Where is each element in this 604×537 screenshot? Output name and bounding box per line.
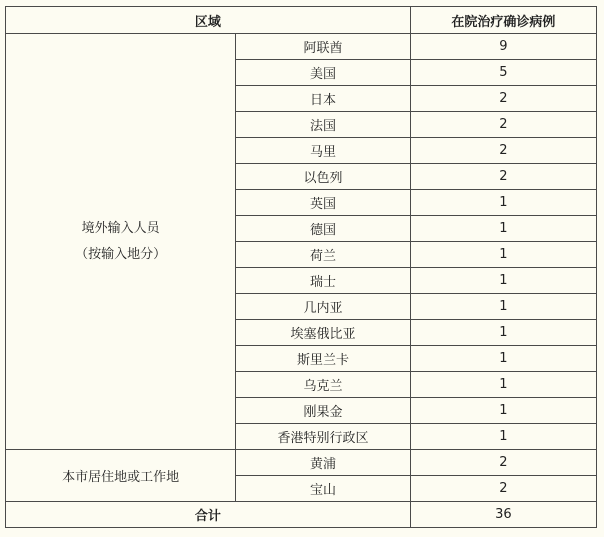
count-cell: 1: [410, 424, 596, 450]
place-cell: 埃塞俄比亚: [236, 320, 410, 346]
place-cell: 德国: [236, 216, 410, 242]
count-cell: 1: [410, 320, 596, 346]
count-cell: 9: [410, 34, 596, 60]
place-cell: 以色列: [236, 164, 410, 190]
count-cell: 1: [410, 372, 596, 398]
cases-table: [5, 6, 597, 528]
count-cell: 1: [410, 190, 596, 216]
total-count: 36: [410, 502, 596, 528]
count-cell: 1: [410, 294, 596, 320]
group-imported-label: [6, 34, 236, 450]
count-cell: 2: [410, 164, 596, 190]
place-cell: 阿联酋: [236, 34, 410, 60]
header-count: 在院治疗确诊病例: [410, 7, 596, 34]
group-imported-label-line1: 境外输入人员: [81, 220, 160, 236]
count-cell: 1: [410, 398, 596, 424]
place-cell: 美国: [236, 60, 410, 86]
place-cell: 马里: [236, 138, 410, 164]
total-row: [6, 502, 597, 528]
place-cell: 日本: [236, 86, 410, 112]
count-cell: 5: [410, 60, 596, 86]
place-cell: 刚果金: [236, 398, 410, 424]
count-cell: 2: [410, 138, 596, 164]
place-cell: 英国: [236, 190, 410, 216]
place-cell: 斯里兰卡: [236, 346, 410, 372]
group-imported-label-line2: （按输入地分）: [75, 246, 167, 262]
total-label: 合计: [6, 502, 411, 528]
place-cell: 瑞士: [236, 268, 410, 294]
place-cell: 乌克兰: [236, 372, 410, 398]
count-cell: 1: [410, 346, 596, 372]
table-row: [6, 34, 597, 60]
count-cell: 2: [410, 112, 596, 138]
place-cell: 几内亚: [236, 294, 410, 320]
header-row: [6, 7, 597, 34]
place-cell: 荷兰: [236, 242, 410, 268]
count-cell: 2: [410, 476, 596, 502]
header-region: 区域: [6, 7, 411, 34]
place-cell: 法国: [236, 112, 410, 138]
place-cell: 香港特别行政区: [236, 424, 410, 450]
place-cell: 黄浦: [236, 450, 410, 476]
count-cell: 1: [410, 242, 596, 268]
group-local-label: 本市居住地或工作地: [6, 450, 236, 502]
count-cell: 1: [410, 268, 596, 294]
count-cell: 2: [410, 450, 596, 476]
place-cell: 宝山: [236, 476, 410, 502]
count-cell: 2: [410, 86, 596, 112]
count-cell: 1: [410, 216, 596, 242]
table-row: [6, 450, 597, 476]
